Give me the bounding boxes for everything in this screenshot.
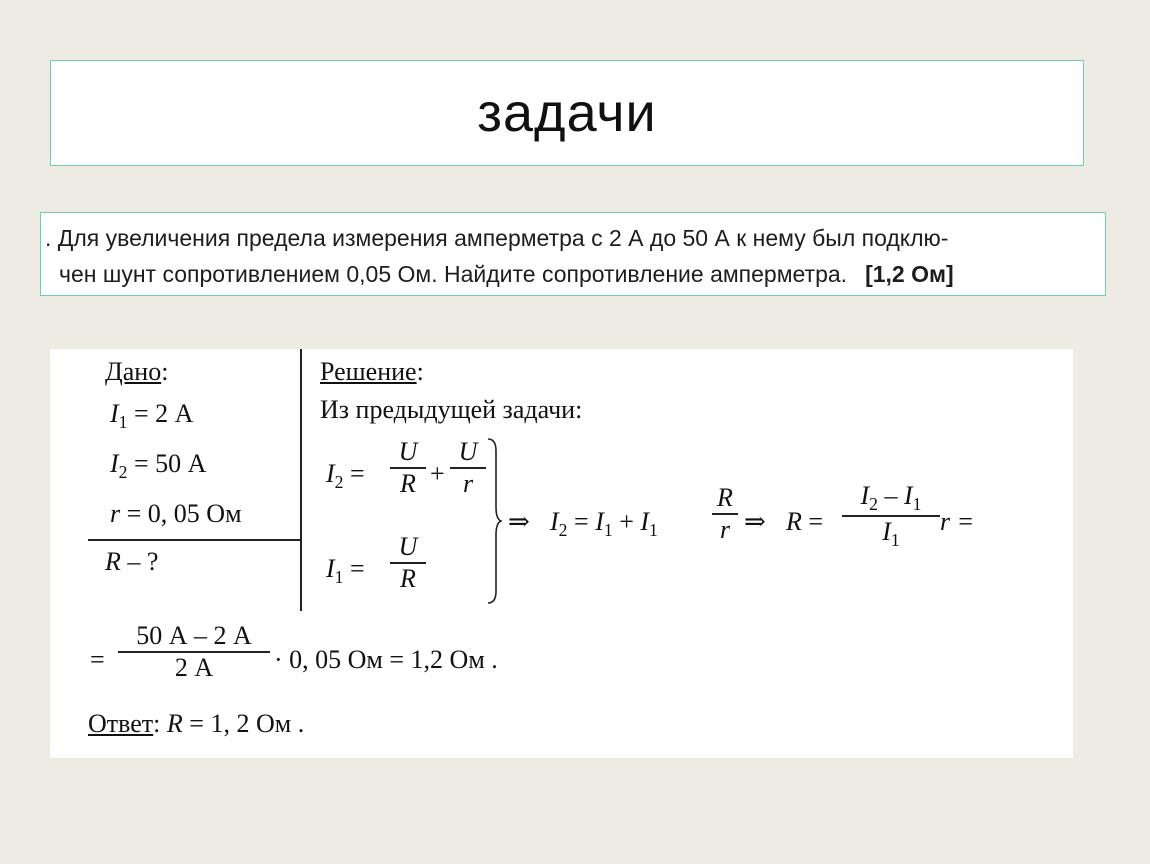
given-colon: : xyxy=(161,357,169,386)
answer-label: Ответ xyxy=(88,709,154,738)
answer-line: Ответ: R = 1, 2 Ом . xyxy=(88,709,305,738)
from-previous: Из предыдущей задачи: xyxy=(320,395,583,424)
problem-statement xyxy=(40,212,1106,296)
i1-sub: 1 xyxy=(118,412,128,433)
given-i2 xyxy=(110,449,206,483)
eq1-lhs: $I_2$ = xyxy=(326,459,365,493)
answer-rest: = 1, 2 Ом . xyxy=(182,709,305,738)
problem-answer: [1,2 Ом] xyxy=(865,261,954,287)
solution-label: Решение xyxy=(320,357,417,386)
eq3: $I_2 = I_1 + I_1$ xyxy=(550,507,658,541)
frac-u-over-R-2: U R xyxy=(390,532,426,594)
solution-image xyxy=(50,349,1073,758)
r-var: r xyxy=(110,499,121,528)
r-rest: = 0, 05 Ом xyxy=(120,499,242,528)
i2-sub: 2 xyxy=(118,462,128,483)
calc-rest: · 0, 05 Ом = 1,2 Ом . xyxy=(274,645,498,674)
find-r xyxy=(105,547,158,577)
i1-rest: = 2 А xyxy=(127,399,194,428)
eq1-plus: + xyxy=(430,459,445,488)
given-divider-vertical xyxy=(300,349,302,611)
frac-u-over-R-1: U R xyxy=(390,437,426,499)
implies-2: ⇒ xyxy=(744,507,766,536)
implies-1: ⇒ xyxy=(508,507,530,536)
eq4-lhs: R = xyxy=(786,507,824,536)
given-heading xyxy=(105,357,168,387)
given-r xyxy=(110,499,242,529)
given-i1 xyxy=(110,399,193,433)
problem-line-2-text: чен шунт сопротивлением 0,05 Ом. Найдите сопротивление амперметра. xyxy=(59,261,848,287)
given-label: Дано xyxy=(105,357,162,386)
i1-var: I xyxy=(110,399,119,428)
right-brace xyxy=(486,437,502,605)
find-var: R xyxy=(105,547,121,576)
frac-u-over-r: U r xyxy=(450,437,486,499)
i2-rest: = 50 А xyxy=(127,449,207,478)
slide-title: задачи xyxy=(477,83,657,143)
frac-R-over-r: R r xyxy=(712,483,738,545)
title-box xyxy=(50,60,1084,166)
given-divider-horizontal xyxy=(88,539,302,541)
frac-i2-minus-i1-over-i1: $I_2 - I_1$ $I_1$ xyxy=(842,481,940,551)
eq2-lhs: $I_1$ = xyxy=(326,554,365,588)
frac-calc: 50 А – 2 А 2 А xyxy=(118,621,270,683)
solution-heading xyxy=(320,357,424,387)
problem-line-2 xyxy=(59,261,954,288)
calc-lead: = xyxy=(90,645,105,674)
find-rest: – ? xyxy=(120,547,159,576)
solution-colon: : xyxy=(416,357,424,386)
problem-line-1: . Для увеличения предела измерения амперметра с 2 А до 50 А к нему был подклю- xyxy=(45,225,949,251)
answer-var: R xyxy=(166,709,183,738)
eq4-tail: r = xyxy=(940,507,975,536)
i2-var: I xyxy=(110,449,119,478)
